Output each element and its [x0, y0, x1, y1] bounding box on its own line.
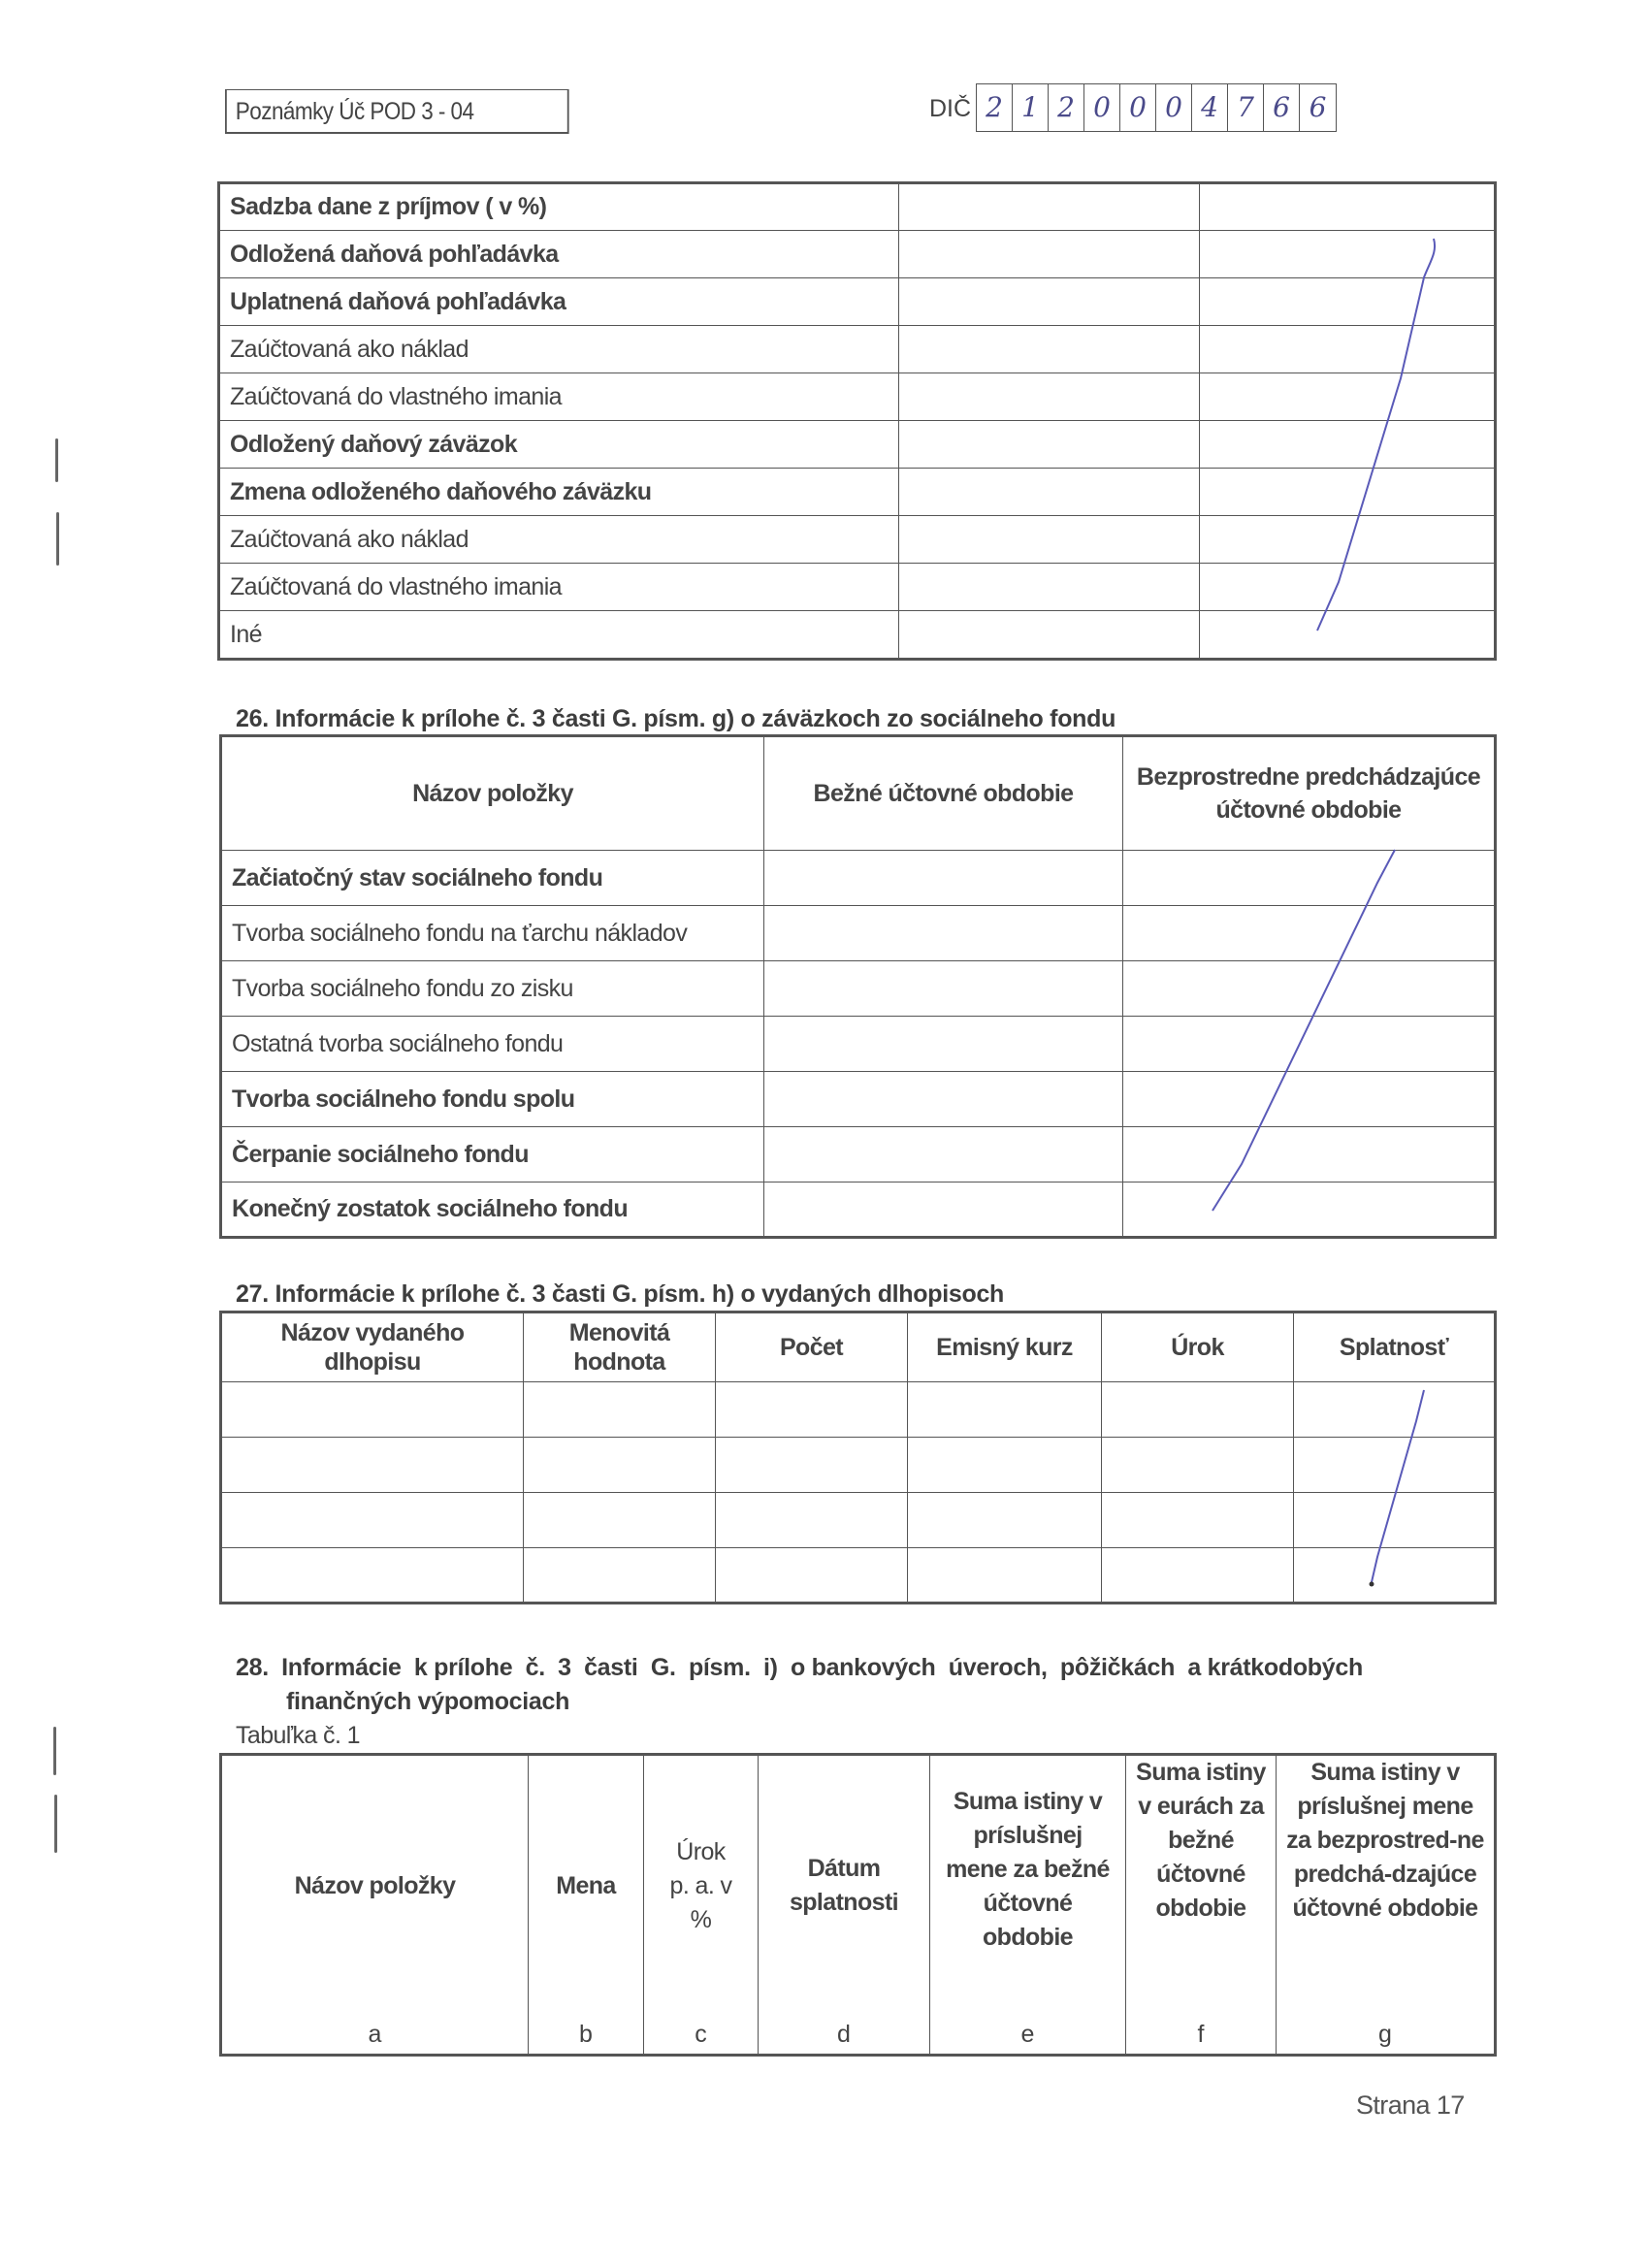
form-label: Poznámky Úč POD 3 - 04: [235, 98, 474, 125]
margin-mark: [55, 438, 58, 482]
table-row: [221, 1438, 1496, 1493]
nominal-value-cell[interactable]: [524, 1438, 716, 1493]
table-row: [219, 231, 1496, 278]
table-row: [219, 183, 1496, 231]
dic-digit[interactable]: 0: [1156, 84, 1192, 131]
dic-digit[interactable]: 6: [1309, 91, 1327, 123]
previous-period-cell[interactable]: [1123, 1127, 1496, 1183]
previous-period-cell[interactable]: [1200, 469, 1496, 516]
section-28-title-line2: finančných výpomociach: [286, 1688, 570, 1715]
bond-name-cell[interactable]: [221, 1438, 524, 1493]
row-label: Iné: [219, 611, 899, 660]
current-period-cell[interactable]: [899, 183, 1200, 231]
previous-period-cell[interactable]: [1200, 278, 1496, 326]
previous-period-cell[interactable]: [1200, 373, 1496, 421]
table-row: [221, 1183, 1496, 1238]
current-period-cell[interactable]: [764, 906, 1123, 961]
bonds-table: [219, 1311, 1497, 1604]
column-letter: c: [644, 2017, 759, 2056]
previous-period-cell[interactable]: [1200, 231, 1496, 278]
column-letter-row: [221, 2017, 1496, 2056]
dic-digit[interactable]: 2: [1049, 84, 1084, 131]
maturity-cell[interactable]: [1294, 1493, 1496, 1548]
interest-cell[interactable]: [1102, 1438, 1294, 1493]
dic-digit[interactable]: 4: [1192, 84, 1228, 131]
current-period-cell[interactable]: [899, 326, 1200, 373]
column-letter: e: [930, 2017, 1126, 2056]
section-28-title-line1: 28. Informácie k prílohe č. 3 časti G. písm. i) o bankových úveroch, pôžičkách a krátkodobých: [236, 1654, 1363, 1681]
row-label: Zaúčtovaná ako náklad: [219, 516, 899, 564]
maturity-cell[interactable]: [1294, 1548, 1496, 1604]
row-label: Tvorba sociálneho fondu na ťarchu nákladov: [221, 906, 764, 961]
previous-period-cell[interactable]: [1123, 961, 1496, 1017]
count-cell[interactable]: [716, 1548, 908, 1604]
social-fund-table: [219, 734, 1497, 1239]
row-label: Tvorba sociálneho fondu spolu: [221, 1072, 764, 1127]
column-letter: f: [1126, 2017, 1277, 2056]
previous-period-cell[interactable]: [1200, 564, 1496, 611]
column-header-text: Suma istiny v príslušnej mene za bezprostred-ne predchá-dzajúce účtovné obdobie: [1286, 1759, 1484, 1922]
current-period-cell[interactable]: [899, 516, 1200, 564]
current-period-cell[interactable]: [899, 421, 1200, 469]
bank-loans-table: [219, 1753, 1497, 2057]
row-label: Zaúčtovaná do vlastného imania: [219, 564, 899, 611]
form-label-box: [225, 89, 569, 134]
table-row: [221, 851, 1496, 906]
dic-input-boxes[interactable]: [976, 83, 1337, 132]
previous-period-cell[interactable]: [1123, 1017, 1496, 1072]
column-header: Splatnosť: [1294, 1312, 1496, 1382]
table-row: [221, 1017, 1496, 1072]
current-period-cell[interactable]: [899, 373, 1200, 421]
section-27-title: 27. Informácie k prílohe č. 3 časti G. písm. h) o vydaných dlhopisoch: [236, 1280, 1005, 1308]
page-number: Strana 17: [1356, 2090, 1465, 2120]
dic-digit[interactable]: 1: [1013, 84, 1049, 131]
row-label: Uplatnená daňová pohľadávka: [219, 278, 899, 326]
previous-period-cell[interactable]: [1200, 421, 1496, 469]
column-header: Názov vydaného dlhopisu: [221, 1312, 524, 1382]
table-row: [221, 1493, 1496, 1548]
previous-period-cell[interactable]: [1200, 183, 1496, 231]
column-header-text: Úrok p. a. v %: [669, 1837, 732, 1933]
column-header: Počet: [716, 1312, 908, 1382]
table-label: Tabuľka č. 1: [236, 1722, 360, 1749]
count-cell[interactable]: [716, 1493, 908, 1548]
current-period-cell[interactable]: [764, 1127, 1123, 1183]
margin-mark: [53, 1727, 56, 1775]
previous-period-cell[interactable]: [1200, 326, 1496, 373]
column-header: [930, 1755, 1126, 2017]
margin-mark: [54, 1795, 57, 1853]
current-period-cell[interactable]: [764, 1017, 1123, 1072]
column-header: [644, 1755, 759, 2017]
current-period-cell[interactable]: [899, 611, 1200, 660]
table-row: [219, 564, 1496, 611]
bond-name-cell[interactable]: [221, 1548, 524, 1604]
issue-rate-cell[interactable]: [908, 1493, 1102, 1548]
row-label: Zaúčtovaná do vlastného imania: [219, 373, 899, 421]
table-row: [219, 421, 1496, 469]
nominal-value-cell[interactable]: [524, 1493, 716, 1548]
table-row: [221, 1072, 1496, 1127]
current-period-cell[interactable]: [899, 564, 1200, 611]
column-header: [221, 1755, 529, 2017]
column-header-text: Dátum splatnosti: [789, 1855, 899, 1917]
table-row: [219, 469, 1496, 516]
dic-label: DIČ: [929, 95, 972, 122]
dic-digit[interactable]: 7: [1228, 84, 1264, 131]
column-letter: d: [759, 2017, 930, 2056]
column-header: [529, 1755, 644, 2017]
table-header-row: [221, 736, 1496, 851]
row-label: Zaúčtovaná ako náklad: [219, 326, 899, 373]
bond-name-cell[interactable]: [221, 1493, 524, 1548]
column-header: Úrok: [1102, 1312, 1294, 1382]
row-label: Ostatná tvorba sociálneho fondu: [221, 1017, 764, 1072]
current-period-cell[interactable]: [899, 469, 1200, 516]
column-header: Bezprostredne predchádzajúce účtovné obdobie: [1123, 736, 1496, 851]
current-period-cell[interactable]: [764, 851, 1123, 906]
row-label: Odložená daňová pohľadávka: [219, 231, 899, 278]
table-row: [219, 516, 1496, 564]
row-label: Zmena odloženého daňového záväzku: [219, 469, 899, 516]
current-period-cell[interactable]: [764, 961, 1123, 1017]
column-header-text: Suma istiny v príslušnej mene za bežné účtovné obdobie: [946, 1788, 1110, 1951]
column-header: Bežné účtovné obdobie: [764, 736, 1123, 851]
current-period-cell[interactable]: [899, 231, 1200, 278]
previous-period-cell[interactable]: [1123, 906, 1496, 961]
previous-period-cell[interactable]: [1200, 611, 1496, 660]
table-row: [221, 906, 1496, 961]
maturity-cell[interactable]: [1294, 1438, 1496, 1493]
row-label: Sadzba dane z príjmov ( v %): [219, 183, 899, 231]
issue-rate-cell[interactable]: [908, 1548, 1102, 1604]
table-header-row: [221, 1755, 1496, 2017]
current-period-cell[interactable]: [764, 1183, 1123, 1238]
issue-rate-cell[interactable]: [908, 1438, 1102, 1493]
section-26-title: 26. Informácie k prílohe č. 3 časti G. písm. g) o záväzkoch zo sociálneho fondu: [236, 705, 1116, 732]
table-row: [221, 961, 1496, 1017]
issue-rate-cell[interactable]: [908, 1382, 1102, 1438]
column-letter: b: [529, 2017, 644, 2056]
column-header-text: Mena: [556, 1871, 616, 1899]
nominal-value-cell[interactable]: [524, 1548, 716, 1604]
count-cell[interactable]: [716, 1438, 908, 1493]
nominal-value-cell[interactable]: [524, 1382, 716, 1438]
table-header-row: [221, 1312, 1496, 1382]
dic-digit[interactable]: 6: [1264, 84, 1300, 131]
table-row: [221, 1127, 1496, 1183]
column-header: Emisný kurz: [908, 1312, 1102, 1382]
previous-period-cell[interactable]: [1123, 851, 1496, 906]
table-row: [221, 1382, 1496, 1438]
dic-digit[interactable]: 0: [1084, 84, 1120, 131]
maturity-cell[interactable]: [1294, 1382, 1496, 1438]
column-header-text: Názov položky: [294, 1871, 456, 1899]
column-header: [1126, 1755, 1277, 2017]
row-label: Začiatočný stav sociálneho fondu: [221, 851, 764, 906]
row-label: Konečný zostatok sociálneho fondu: [221, 1183, 764, 1238]
row-label: Čerpanie sociálneho fondu: [221, 1127, 764, 1183]
column-header: [759, 1755, 930, 2017]
table-row: [219, 278, 1496, 326]
current-period-cell[interactable]: [764, 1072, 1123, 1127]
column-letter: g: [1277, 2017, 1496, 2056]
deferred-tax-table: [217, 181, 1497, 661]
interest-cell[interactable]: [1102, 1548, 1294, 1604]
dic-digit[interactable]: 0: [1120, 84, 1156, 131]
column-header: Menovitá hodnota: [524, 1312, 716, 1382]
bond-name-cell[interactable]: [221, 1382, 524, 1438]
dic-digit[interactable]: 2: [977, 84, 1013, 131]
table-row: [219, 611, 1496, 660]
margin-mark: [56, 512, 59, 566]
previous-period-cell[interactable]: [1123, 1072, 1496, 1127]
interest-cell[interactable]: [1102, 1493, 1294, 1548]
count-cell[interactable]: [716, 1382, 908, 1438]
previous-period-cell[interactable]: [1200, 516, 1496, 564]
table-row: [221, 1548, 1496, 1604]
row-label: Tvorba sociálneho fondu zo zisku: [221, 961, 764, 1017]
current-period-cell[interactable]: [899, 278, 1200, 326]
row-label: Odložený daňový záväzok: [219, 421, 899, 469]
column-header-text: Suma istiny v eurách za bežné účtovné obdobie: [1136, 1759, 1266, 1922]
column-header: [1277, 1755, 1496, 2017]
table-row: [219, 373, 1496, 421]
column-header: Názov položky: [221, 736, 764, 851]
interest-cell[interactable]: [1102, 1382, 1294, 1438]
column-letter: a: [221, 2017, 529, 2056]
previous-period-cell[interactable]: [1123, 1183, 1496, 1238]
table-row: [219, 326, 1496, 373]
